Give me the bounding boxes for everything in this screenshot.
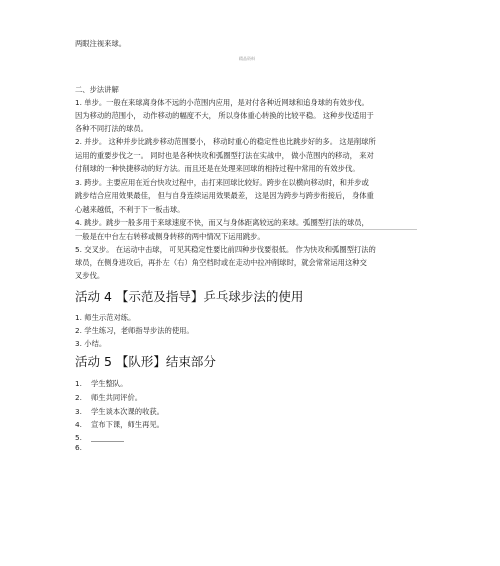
paragraph-line: 各种不同打法的球员。 [75,124,148,133]
activity4-item: 3. 小结。 [75,339,107,348]
paragraph-line: 3. 跨步。主要应用在近台快攻过程中，击打来回球比较好。跨步在以横向移动时，和并步或 [75,178,369,187]
paragraph-line: 跳步结合应用效果最佳， 但与自身连续运用效果最差， 这是因为跨步与跨步衔接后， 身体重 [75,191,374,200]
paragraph-line: 心越来越低，不利于下一板击球。 [75,205,185,214]
paragraph-line: 付削球的一种快捷移动的好方法。而且还是在处理来回球的相持过程中常用的有效步伐。 [75,164,360,173]
page-mark: 精品资料 [239,56,255,61]
activity5-item-number: 5. [75,433,82,442]
paragraph-line: 运用的重要步伐之一。 同时也是各种快攻和弧圈型打法在实战中， 做小范围内的移动， 来对 [75,151,374,160]
paragraph-line: 球员，在侧身进攻后，再扑左（右）角空档时或在走动中拉冲削球时，就会常常运用这种交 [75,258,367,267]
activity5-item-number: 2. [75,393,82,402]
activity5-item-number: 4. [75,420,82,429]
paragraph-line: 5. 交叉步。 在运动中击球， 可见其稳定性要比前四种步伐要很低。 作为快攻和弧圈型打法的 [75,245,376,254]
activity4-item: 1. 师生示范对练。 [75,313,136,322]
paragraph-line: 一般是在中台左右转移或侧身转移的两中情况下运用跳步。 [75,232,265,241]
paragraph-line: 1. 单步。一般在来球离身体不远的小范围内应用，是对付各种近网球和追身球的有效步伐。 [75,98,369,107]
activity5-item-number: 3. [75,407,82,416]
paragraph-line: 因为移动的范围小， 动作移动的幅度不大， 所以身体重心转换的比较平稳。 这种步伐适用于 [75,111,374,120]
activity5-item-text: 宣布下课，师生再见。 [91,420,164,429]
paragraph-line: 4. 跳步。跳步一般多用于来球速度不快，而又与身体距离较远的来球。弧圈型打法的球员， [75,218,369,227]
activity5-item-text: 师生共同评价。 [91,393,143,402]
section-title: 二、步法讲解 [75,85,119,94]
activity5-heading: 活动 5 【队形】结束部分 [75,354,216,369]
top-line: 两眼注视来球。 [75,39,127,48]
activity5-item-text: 学生整队。 [91,379,128,388]
activity4-item: 2. 学生练习，老师指导步法的使用。 [75,326,194,335]
activity5-item-text: 学生谈本次课的收获。 [91,407,164,416]
divider-line [75,229,417,230]
empty-item-underline [91,441,124,442]
paragraph-line: 叉步伐。 [75,271,105,280]
activity5-item-number: 6. [75,443,82,452]
activity5-item-number: 1. [75,379,82,388]
activity4-heading: 活动 4 【示范及指导】乒乓球步法的使用 [75,289,304,304]
paragraph-line: 2. 并步。 这种并步比跳步移动范围要小， 移动时重心的稳定性也比跳步好的多。 这是削球所 [75,137,376,146]
